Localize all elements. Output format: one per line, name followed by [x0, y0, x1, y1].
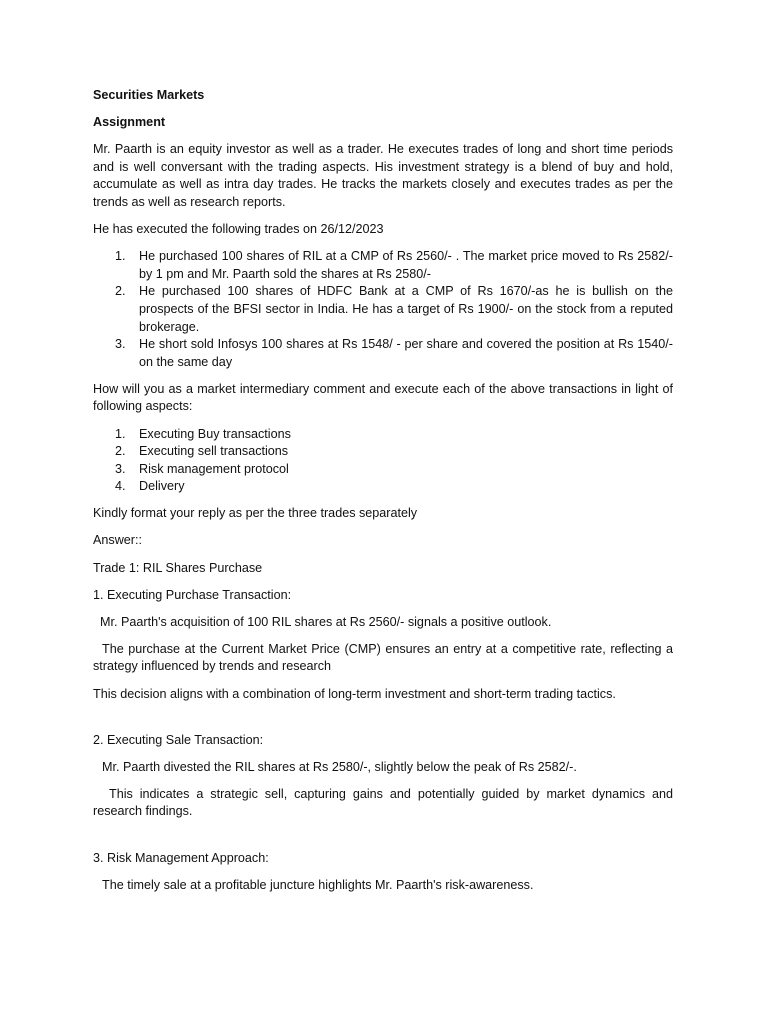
list-item [93, 426, 673, 444]
list-text: He purchased 100 shares of HDFC Bank at a CMP of Rs 1670/-as he is bullish on the prospects of the BFSI sector in India. He has a target of Rs 1900/- on the stock from a reputed brokerage. [139, 284, 673, 334]
trades-intro: He has executed the following trades on 26/12/2023 [93, 222, 384, 237]
answer-label: Answer:: [93, 533, 142, 548]
list-text: He purchased 100 shares of RIL at a CMP of Rs 2560/- . The market price moved to Rs 2582/- by 1 pm and Mr. Paarth sold the shares at Rs 2580/- [139, 249, 673, 281]
list-number: 1. [115, 426, 126, 441]
section1-paragraph-2: The purchase at the Current Market Price (CMP) ensures an entry at a competitive rate, reflecting a strategy influenced by trends and research [93, 641, 673, 674]
section2-paragraph-2: This indicates a strategic sell, capturing gains and potentially guided by market dynamics and research findings. [93, 786, 673, 819]
list-number: 4. [115, 479, 126, 494]
section1-paragraph-1: Mr. Paarth's acquisition of 100 RIL shares at Rs 2560/- signals a positive outlook. [100, 614, 552, 629]
section3-paragraph-1: The timely sale at a profitable juncture highlights Mr. Paarth's risk-awareness. [102, 877, 534, 892]
list-item [93, 443, 673, 461]
document-title: Securities Markets [93, 88, 205, 102]
blank-line [93, 831, 673, 850]
list-number: 1. [115, 249, 126, 264]
list-item [93, 283, 673, 336]
trade1-heading: Trade 1: RIL Shares Purchase [93, 560, 263, 575]
list-text: Risk management protocol [139, 461, 289, 476]
blank-line [93, 713, 673, 732]
section1-heading: 1. Executing Purchase Transaction: [93, 587, 292, 602]
intro-paragraph: Mr. Paarth is an equity investor as well as a trader. He executes trades of long and short time periods and is well conversant with the trading aspects. His investment strategy is a blend of buy and hold, accumulate as well as intra day trades. He tracks the markets closely and executes trades as per the trends as well as research reports. [93, 142, 673, 209]
format-note: Kindly format your reply as per the three trades separately [93, 506, 418, 521]
list-text: Executing Buy transactions [139, 426, 291, 441]
list-number: 3. [115, 461, 126, 476]
list-item [93, 478, 673, 496]
section2-heading: 2. Executing Sale Transaction: [93, 732, 264, 747]
list-text: He short sold Infosys 100 shares at Rs 1548/ - per share and covered the position at Rs 1540/- on the same day [139, 337, 673, 369]
document-body [93, 87, 673, 904]
trades-list [93, 248, 673, 371]
list-number: 2. [115, 284, 126, 299]
list-number: 2. [115, 444, 126, 459]
question-paragraph: How will you as a market intermediary comment and execute each of the above transactions in light of following aspects: [93, 381, 673, 414]
aspects-list [93, 426, 673, 496]
list-item [93, 461, 673, 479]
document-subtitle: Assignment [93, 115, 166, 130]
list-number: 3. [115, 337, 126, 352]
list-item [93, 336, 673, 371]
list-text: Executing sell transactions [139, 444, 289, 459]
list-text: Delivery [139, 479, 185, 494]
section1-paragraph-3: This decision aligns with a combination of long-term investment and short-term trading tactics. [93, 686, 616, 701]
list-item [93, 248, 673, 283]
section3-heading: 3. Risk Management Approach: [93, 850, 269, 865]
section2-paragraph-1: Mr. Paarth divested the RIL shares at Rs 2580/-, slightly below the peak of Rs 2582/-. [102, 759, 577, 774]
